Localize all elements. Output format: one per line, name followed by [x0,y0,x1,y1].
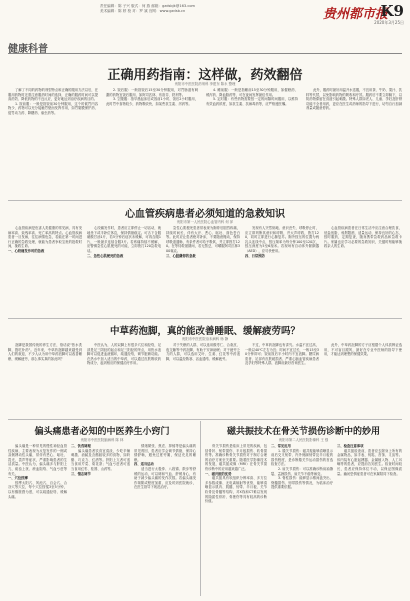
paragraph: 磁共振检查前，患者应去除身上所有的金属物品，如手表、钥匙、首饰、义齿等。体内装有心脏起搏器、金属植入物、人工耳蜗等的患者，应提前告知医生。检查时间较长，患者应保持体位不动，以保证图像质量。幽闭恐惧症患者可在家属陪同下检查。 [337,448,402,476]
subheading: 二、急性心肌梗死的急救 [87,253,124,258]
subheading: 三、心脏骤停的急救 [166,253,196,258]
article-column [8,343,82,415]
article-title: 中草药泡脚，真的能改善睡眠、缓解疲劳吗？ [109,326,300,337]
editor-line: 责任编辑：陈 子兴 版式：何 燕 邮箱：gzdsbjk@163.com [100,4,196,8]
column-divider [200,421,201,596]
paragraph: 2. 饭后服：一般指饭后15至30分钟服用，对胃肠道有刺激的药物宜饭后服用，如阿司匹林、布洛芬、铁剂等。 [106,88,198,97]
article-column [166,226,240,314]
paragraph: 偏头痛患者饮食宜清淡，少吃辛辣刺激、油腻及含酪胺较多的食物，如奶酪、巧克力、红酒等。肝阳上亢者可适当食用芹菜、菊花茶；气血亏虚者可适当食用红枣、桂圆、山药等。 [71,448,130,471]
paragraph: 按摩太阳穴、风池穴、百会穴、合谷穴等穴位，每个穴位按揉3至5分钟，以有酸胀感为度，可以疏通经络、缓解头痛。 [8,480,67,499]
article-column [8,88,98,196]
section-title: 健康科普 [8,44,48,55]
subheading: 二、常见应用 [271,444,291,448]
article-column [87,343,161,415]
page-number: K9 [380,2,404,20]
paragraph: 心血管疾病患者在日常生活中应注意合理饮食，低盐低脂，戒烟限酒，适量运动，保持良好的心态，按时服药，定期复查，随身携带急救药品和急救卡片。家属也应学习必要的急救知识，关键时刻能够挽救亲人的生命。 [324,226,402,249]
article-column [106,88,198,196]
subheading: 四、日常预防 [245,253,265,258]
article-title: 磁共振技术在骨关节损伤诊断中的妙用 [226,427,380,437]
article-column [245,226,319,314]
article-column [306,88,402,196]
editor-info [100,4,290,14]
paragraph: 对于失眠的人群，可以选用酸枣仁、合欢皮、夜交藤等中药泡脚，有助于安神助眠；对于疲劳乏力的人群，可以选用艾叶、生姜、红花等中药泡脚，可以温经散寒、活血通络、缓解疲劳。 [166,343,240,361]
article-column [166,343,240,415]
paragraph: 骨关节损伤是临床上常见的疾病，包括骨折、韧带损伤、半月板损伤、软骨损伤等。准确诊断骨关节损伤对于制订合理的治疗方案至关重要。随着医学影像技术的发展，磁共振成像（MRI）在骨关节损伤诊断中的应用越来越广泛。 [205,444,267,471]
article-title: 正确用药指南：这样做，药效翻倍 [107,68,303,83]
section-divider [8,318,402,319]
paragraph: 发现有人突然倒地、意识丧失、呼吸停止时，应立即判断其意识和呼吸，并大声呼救，拨打120，同时立即进行心肺复苏。胸外按压的位置为两乳头连线中点，按压频率为每分钟100至120次，按压深度为5至6厘米。若现场有自动体外除颤器（AED），应尽快使用。 [245,226,319,253]
editor-line: 美术编辑：陈 婷 校 对：罗 斌 官网：www.gzdsb.cn [100,9,186,14]
paragraph: 此外，中草药泡脚的方子应根据个人体质辨证选用，不可盲目跟风，最好在专业中医师的指导下使用，才能达到理想的保健效果。 [324,343,402,357]
article-title: 偏头痛患者必知的中医养生小窍门 [34,427,170,437]
article-byline: 贵阳市中医医院治未病科 杨 静 [181,337,229,341]
paragraph: 1. 膝关节损伤：磁共振能够清晰显示前后交叉韧带、内外侧副韧带及半月板的损伤程度，是诊断膝关节运动损伤的首选检查方法。 [271,448,333,467]
paragraph: 适当进行太极拳、八段锦、散步等舒缓的运动，可以调和气血、舒缓身心，有助于减少偏头痛的发作次数。若偏头痛发作频繁或程度加重，应及时到医院就诊，在医生指导下规范治疗。 [134,466,196,490]
subheading: 一、穴位按摩 [8,476,28,481]
paragraph: 3. 脊柱损伤：能够显示椎间盘突出、脊髓损伤、韧带损伤等情况，为临床治疗提供重要依据。 [271,476,333,490]
article-column [324,226,402,314]
subheading: 三、情志调节 [71,471,91,476]
article-column [87,226,161,314]
newspaper-name: 贵州都市报 [322,7,388,22]
article-byline: 贵阳市第二人民医院影像科 王 强 [278,438,329,442]
subheading: 一、心绞痛发作时的急救 [8,248,45,253]
subheading: 四、适当运动 [134,462,154,467]
article-column [245,343,319,415]
paragraph: 心绞痛发作时，患者应立即停止一切活动，就地坐下或半卧位休息，保持情绪稳定。可舌下含服硝酸甘油1片，若5分钟后症状未缓解，可再含服1片，一般最多连续含服3片。若疼痛持续不缓解，应警惕急性心肌梗死的可能，立即拨打120急救电话。 [87,226,161,253]
article-column [134,444,196,596]
paragraph: 2. 肩关节损伤：可以准确诊断肩袖撕裂、盂唇损伤、肩关节不稳等病变。 [271,466,333,476]
article-column [337,444,402,596]
paragraph: 3. 空腹服：指早晨起床后或饭前1小时、饭后2小时服用，此时胃中食物较少，药物吸收快，如某些抗生素、泻药等。 [106,97,198,106]
paragraph: 偏头痛是一种常见的慢性神经血管性疾病，主要表现为反复发作的一侧或双侧搏动性头痛，常伴有恶心、呕吐、畏光、畏声等症状，严重影响患者的生活质量。中医认为，偏头痛多与肝阳上亢、痰浊上扰、瘀血阻络、气血亏虚等有关。 [8,444,67,476]
header-divider [8,53,402,54]
section-divider [8,200,402,201]
article-column [271,444,333,596]
subheading: 一、磁共振的优势 [205,471,232,476]
paragraph: 心血管疾病是危害人类健康的常见病，具有发病率高、致残率高、死亡率高的特点。心血管疾病患者一旦发病，往往病情危急，若能在第一时间进行正确的急救处理，就能为患者争取宝贵的抢救时间，挽救生命。 [8,226,82,249]
page-header [0,0,410,58]
article-column [324,343,402,415]
article-byline: 贵阳市第一人民医院心血管内科 何 萍 [176,220,234,224]
paragraph: 4. 睡前服：一般是指睡前15至30分钟服用，如催眠药、缓泻药、降血脂药等，可在夜间发挥最佳作用。 [206,88,298,97]
publish-date: 2020年3月25日 [374,20,404,25]
article-byline: 贵阳市中医医院药剂科 李建东 陈永 整理 [174,82,236,86]
article-column [205,444,267,596]
paragraph: 磁共振具有软组织分辨率高、多方位多参数成像、无电离辐射等优势，能够清晰显示肌肉、肌腱、韧带、半月板、关节软骨及骨髓等结构，对X线和CT难以发现的隐匿性骨折、骨挫伤等具有较高的诊断价值。 [205,476,267,504]
article-column [206,88,298,196]
paragraph: 急性心肌梗死患者常表现为胸骨后剧烈疼痛，持续时间长，伴有大汗、恶心、呕吐、面色苍白等。此时应让患者绝对卧床，不要随意搬动，保持呼吸道通畅，有条件者可给予吸氧，并立即拨打120。在等待救援期间，若无禁忌，可嚼服阿司匹林300毫克。 [166,226,240,253]
subheading: 二、饮食调理 [71,444,91,448]
paragraph: 中医认为，人的双脚上有很多穴位和经络，足部是足三阴经的起点和足三阳经的终点，用热水泡脚可以促进血液循环，疏通经络，调节脏腑功能。在热水中加入适当的中草药，可以通过皮肤吸收药物成分，起到相应的保健治疗作用。 [87,343,161,366]
paragraph: 情绪紧张、焦虑、抑郁等是偏头痛的常见诱因，患者应学会调节情绪，保持心情舒畅，避免过度劳累，保证充足的睡眠。 [134,444,196,462]
paragraph: 了解了不同的药物的剂型特点和正确的服用方法以后，在服用药物时还需注意服药时间的选择，正确的服药时间可以提高药效、降低药物的不良反应，更好地达到治疗疾病的目的。 [8,88,98,102]
paragraph: 泡脚是我国传统的养生方法，俗话说"热水洗脚，胜吃补药"。近年来，中草药泡脚越来越受到人们的欢迎，不少人认为用中草药泡脚可以改善睡眠、缓解疲劳，那么事实真的如此吗？ [8,343,82,361]
paragraph: 不过，中草药泡脚也有讲究。水温不宜过高，一般以40℃左右为宜；时间不宜过长，一般15至30分钟即可；饭前饭后半小时内不宜泡脚。糖尿病患者、足部有皮肤破损者、严重心脑血管疾病患者及孕妇等特殊人群，泡脚前最好咨询医生。 [245,343,319,366]
article-column [8,444,67,596]
article-column [8,226,82,314]
paragraph: 1. 饭前服：一般是指饭前30分钟服用，这个时候胃内容物少，药物可以充分接触胃壁而发挥作用，如胃黏膜保护药、促胃动力药、降糖药、驱虫药等。 [8,101,98,115]
section-divider [8,419,402,420]
paragraph: 5. 定时服：有些药物需要按一定的间隔时间服用，以维持有效血药浓度，如抗生素、抗病毒药等，应严格遵医嘱。 [206,97,298,106]
subheading: 三、检查注意事项 [337,444,364,448]
article-title: 心血管疾病患者必须知道的急救知识 [125,209,285,220]
article-column [71,444,130,596]
paragraph: 此外，服药时最好用温开水送服，不宜用茶、牛奶、果汁、饮料等代替，以免影响药物的吸收和疗效。服药后不要立即躺下，以防药物滞留在食道引起刺激。特殊人群如老人、儿童、孕妇及肝肾功能不全者用药，更应在医生或药师的指导下进行，切勿自行加减剂量或随意停药。 [306,88,402,111]
article-byline: 贵阳市中医医院脑病科 陈 林 [80,438,124,442]
